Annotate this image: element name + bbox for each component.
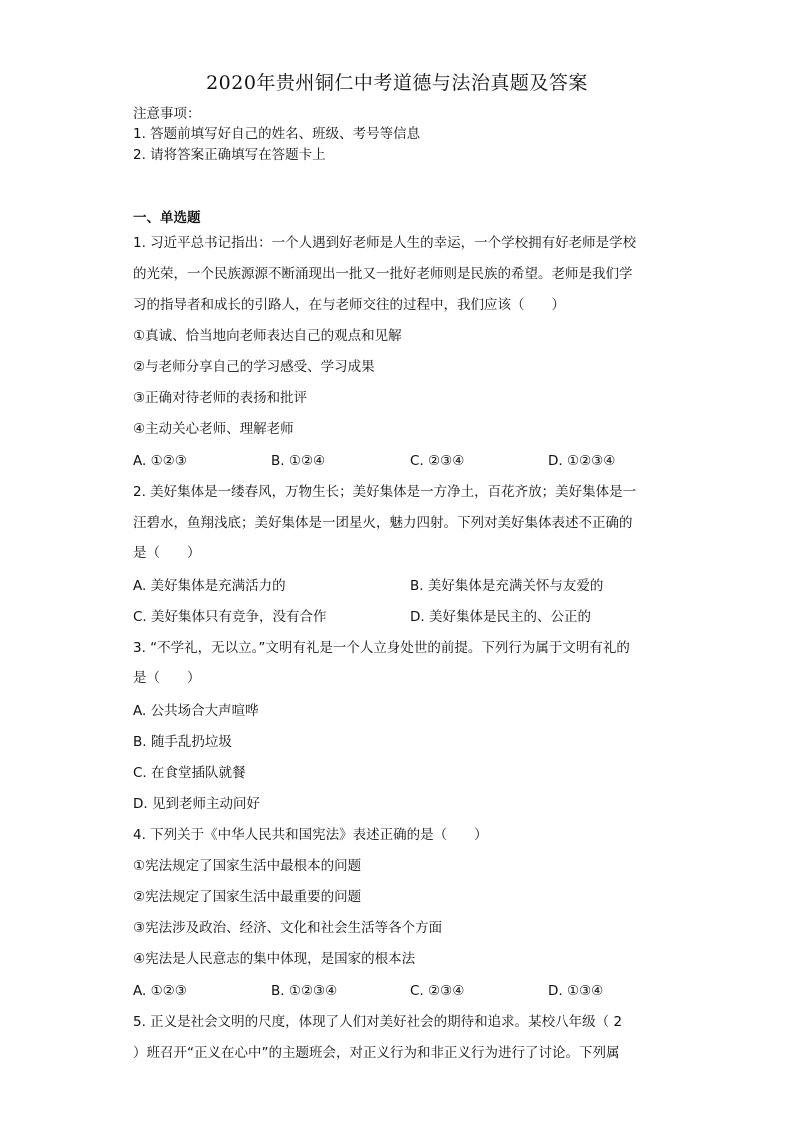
statement: ④主动关心老师、理解老师 (133, 421, 294, 437)
option-c: C. ②③④ (410, 453, 465, 469)
question-text: 的光荣，一个民族源源不断涌现出一批又一批好老师则是民族的希望。老师是我们学 (133, 266, 633, 282)
option-d: D. ①③④ (548, 983, 604, 999)
question-text: 汪碧水，鱼翔浅底；美好集体是一团星火，魅力四射。下列对美好集体表述不正确的 (133, 515, 633, 531)
statement: ③宪法涉及政治、经济、文化和社会生活等各个方面 (133, 920, 443, 936)
question-text: 5. 正义是社会文明的尺度，体现了人们对美好社会的期待和追求。某校八年级（ 2 (133, 1014, 623, 1030)
option-b: B. 美好集体是充满关怀与友爱的 (410, 578, 604, 594)
question-text: 是（ ） (133, 670, 201, 686)
option-a: A. ①②③ (133, 453, 187, 469)
option-a: A. 美好集体是充满活力的 (133, 578, 286, 594)
statement: ①真诚、恰当地向老师表达自己的观点和见解 (133, 328, 402, 344)
question-text: ）班召开“正义在心中”的主题班会，对正义行为和非正义行为进行了讨论。下列属 (133, 1045, 620, 1061)
option-c: C. 在食堂插队就餐 (133, 765, 246, 781)
option-b: B. ①②③④ (271, 983, 338, 999)
option-c: C. 美好集体只有竞争，没有合作 (133, 609, 327, 625)
option-d: D. 见到老师主动问好 (133, 796, 260, 812)
page-title: 2020年贵州铜仁中考道德与法治真题及答案 (206, 72, 588, 94)
statement: ④宪法是人民意志的集中体现，是国家的根本法 (133, 951, 416, 967)
question-text: 4. 下列关于《中华人民共和国宪法》表述正确的是（ ） (133, 827, 488, 843)
statement: ②与老师分享自己的学习感受、学习成果 (133, 359, 375, 375)
question-text: 3. “不学礼，无以立。”文明有礼是一个人立身处世的前提。下列行为属于文明有礼的 (133, 640, 630, 656)
notice-item: 1. 答题前填写好自己的姓名、班级、考号等信息 (133, 126, 421, 142)
option-c: C. ②③④ (410, 983, 465, 999)
question-text: 2. 美好集体是一缕春风，万物生长；美好集体是一方净土，百花齐放；美好集体是一 (133, 484, 637, 500)
section-heading: 一、单选题 (133, 210, 201, 226)
notice-heading: 注意事项： (133, 106, 201, 122)
question-text: 1. 习近平总书记指出：一个人遇到好老师是人生的幸运，一个学校拥有好老师是学校 (133, 235, 637, 251)
question-text: 习的指导者和成长的引路人，在与老师交往的过程中，我们应该（ ） (133, 297, 565, 313)
notice-item: 2. 请将答案正确填写在答题卡上 (133, 147, 326, 163)
question-text: 是（ ） (133, 545, 201, 561)
statement: ①宪法规定了国家生活中最根本的问题 (133, 858, 362, 874)
option-d: D. ①②③④ (548, 453, 616, 469)
option-b: B. 随手乱扔垃圾 (133, 734, 232, 750)
statement: ③正确对待老师的表扬和批评 (133, 390, 308, 406)
option-b: B. ①②④ (271, 453, 326, 469)
statement: ②宪法规定了国家生活中最重要的问题 (133, 889, 362, 905)
option-a: A. 公共场合大声喧哗 (133, 703, 259, 719)
option-a: A. ①②③ (133, 983, 187, 999)
option-d: D. 美好集体是民主的、公正的 (410, 609, 591, 625)
